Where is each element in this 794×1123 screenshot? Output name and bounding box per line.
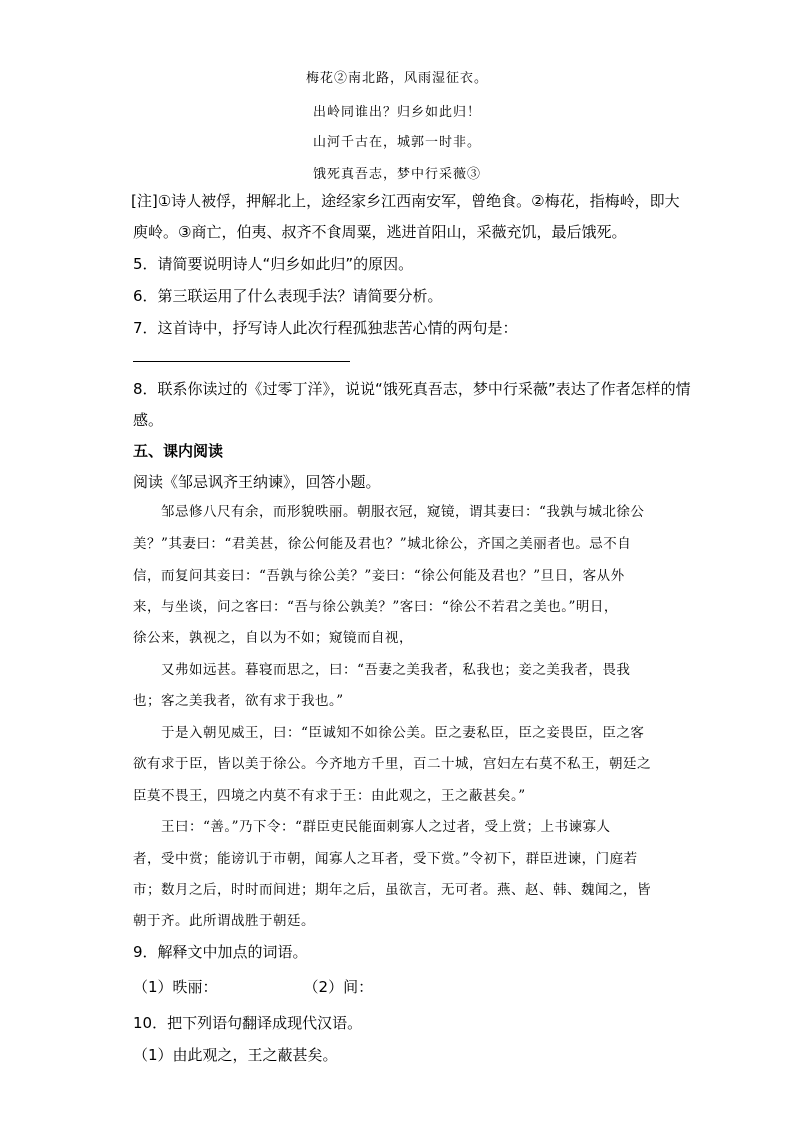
question-7: 7．这首诗中，抒写诗人此次行程孤独悲苦心情的两句是： — [133, 319, 518, 337]
passage-line-6: 又弗如远甚。暮寝而思之，曰：“吾妻之美我者，私我也；妾之美我者，畏我 — [133, 662, 631, 678]
section-5-title: 五、课内阅读 — [133, 442, 224, 460]
question-10: 10．把下列语句翻译成现代汉语。 — [133, 1014, 363, 1032]
passage-line-14: 朝于齐。此所谓战胜于朝廷。 — [133, 913, 315, 929]
poem-line-2: 出岭同谁出？归乡如此归！ — [312, 105, 481, 120]
passage-line-13: 市；数月之后，时时而间进；期年之后，虽欲言，无可者。燕、赵、韩、魏闻之，皆 — [133, 882, 651, 898]
question-6: 6．第三联运用了什么表现手法？请简要分析。 — [133, 287, 443, 305]
passage-line-12: 者，受中赏；能谤讥于市朝，闻寡人之耳者，受下赏。”令初下，群臣进谏，门庭若 — [133, 851, 638, 867]
question-9-items — [133, 977, 673, 997]
question-8-line-1: 8．联系你读过的《过零丁洋》，说说“饿死真吾志，梦中行采薇”表达了作者怎样的情 — [133, 380, 691, 398]
passage-line-11: 王曰：“善。”乃下令：“群臣吏民能面刺寡人之过者，受上赏；上书谏寡人 — [133, 819, 611, 835]
poem-line-3: 山河千古在，城郭一时非。 — [312, 135, 481, 150]
passage-line-1: 邹忌修八尺有余，而形貌昳丽。朝服衣冠，窥镜，谓其妻曰：“我孰与城北徐公 — [133, 504, 645, 520]
poem-line-4: 饿死真吾志，梦中行采薇③ — [312, 167, 481, 182]
question-8-line-2: 感。 — [133, 411, 164, 429]
passage-line-7: 也；客之美我者，欲有求于我也。” — [133, 693, 344, 709]
passage-line-4: 来，与坐谈，问之客曰：“吾与徐公孰美？”客曰：“徐公不若君之美也。”明日， — [133, 599, 618, 615]
question-9: 9．解释文中加点的词语。 — [133, 943, 308, 961]
question-9-item-1: （1）昳丽： — [133, 978, 218, 996]
passage-line-9: 欲有求于臣，皆以美于徐公。今齐地方千里，百二十城，宫妇左右莫不私王，朝廷之 — [133, 756, 651, 772]
answer-blank-line[interactable] — [133, 361, 350, 362]
passage-line-2: 美？”其妻曰：“君美甚，徐公何能及君也？”城北徐公，齐国之美丽者也。忌不自 — [133, 536, 632, 552]
question-5: 5．请简要说明诗人“归乡如此归”的原因。 — [133, 255, 414, 273]
passage-line-8: 于是入朝见威王，曰：“臣诚知不如徐公美。臣之妻私臣，臣之妾畏臣，臣之客 — [133, 725, 645, 741]
passage-line-3: 信，而复问其妾曰：“吾孰与徐公美？”妾曰：“徐公何能及君也？”旦日，客从外 — [133, 568, 625, 584]
passage-line-10: 臣莫不畏王，四境之内莫不有求于王：由此观之，王之蔽甚矣。” — [133, 788, 526, 804]
poem-line-1: 梅花②南北路，风雨湿征衣。 — [305, 71, 488, 86]
note-line-2: 庾岭。③商亡，伯夷、叔齐不食周粟，逃进首阳山，采薇充饥，最后饿死。 — [133, 223, 627, 241]
passage-line-5: 徐公来，孰视之，自以为不如；窥镜而自视， — [133, 630, 413, 646]
question-9-item-2: （2）间： — [303, 978, 374, 996]
question-10-item-1: （1）由此观之，王之蔽甚矣。 — [133, 1046, 338, 1064]
section-5-intro: 阅读《邹忌讽齐王纳谏》，回答小题。 — [133, 473, 381, 491]
note-line-1: [注]①诗人被俘，押解北上，途经家乡江西南安军，曾绝食。②梅花，指梅岭，即大 — [131, 192, 680, 210]
